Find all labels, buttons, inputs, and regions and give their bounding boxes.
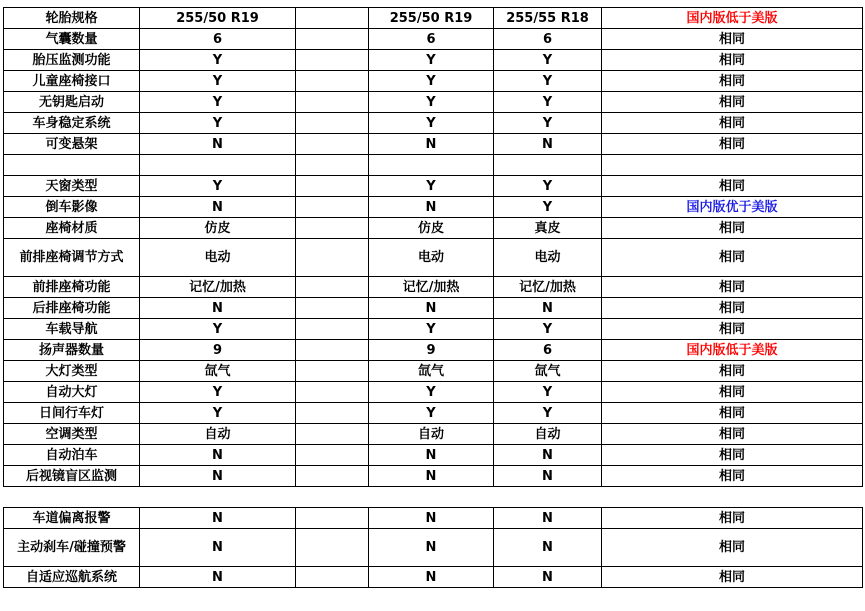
comparison-note: 相同: [602, 92, 863, 113]
table-row: [4, 134, 863, 155]
comparison-note: 相同: [602, 218, 863, 239]
value-cell-3: N: [369, 445, 494, 466]
value-cell-1: 自动: [140, 424, 296, 445]
feature-label: 车载导航: [4, 319, 140, 340]
feature-label: 倒车影像: [4, 197, 140, 218]
comparison-note: 国内版低于美版: [602, 8, 863, 29]
value-cell-3: Y: [369, 71, 494, 92]
comparison-note: 相同: [602, 298, 863, 319]
value-cell-1: N: [140, 466, 296, 487]
value-cell-3: Y: [369, 50, 494, 71]
feature-label: [4, 155, 140, 176]
value-cell-3: Y: [369, 319, 494, 340]
value-cell-2: [296, 382, 369, 403]
value-cell-1: Y: [140, 50, 296, 71]
comparison-note: 相同: [602, 361, 863, 382]
value-cell-2: [296, 277, 369, 298]
value-cell-3: 自动: [369, 424, 494, 445]
table-row: [4, 424, 863, 445]
value-cell-2: [296, 567, 369, 588]
value-cell-4: Y: [494, 319, 602, 340]
value-cell-1: 255/50 R19: [140, 8, 296, 29]
value-cell-2: [296, 445, 369, 466]
table-row: [4, 197, 863, 218]
value-cell-3: 6: [369, 29, 494, 50]
table-row: [4, 567, 863, 588]
value-cell-3: 记忆/加热: [369, 277, 494, 298]
value-cell-4: 真皮: [494, 218, 602, 239]
value-cell-3: N: [369, 298, 494, 319]
value-cell-1: 9: [140, 340, 296, 361]
value-cell-4: N: [494, 508, 602, 529]
table-row: [4, 382, 863, 403]
feature-label: 前排座椅调节方式: [4, 239, 140, 277]
comparison-note: 国内版低于美版: [602, 340, 863, 361]
comparison-note: 相同: [602, 176, 863, 197]
table-row: [4, 218, 863, 239]
value-cell-2: [296, 508, 369, 529]
comparison-note: 相同: [602, 567, 863, 588]
comparison-note: 相同: [602, 382, 863, 403]
value-cell-4: Y: [494, 71, 602, 92]
table-row: [4, 445, 863, 466]
feature-label: 自动大灯: [4, 382, 140, 403]
value-cell-4: 6: [494, 340, 602, 361]
value-cell-3: Y: [369, 403, 494, 424]
value-cell-3: N: [369, 466, 494, 487]
feature-label: 儿童座椅接口: [4, 71, 140, 92]
comparison-note: 相同: [602, 239, 863, 277]
value-cell-4: 自动: [494, 424, 602, 445]
table-row: [4, 466, 863, 487]
table-row: [4, 508, 863, 529]
value-cell-3: 仿皮: [369, 218, 494, 239]
comparison-note: 相同: [602, 445, 863, 466]
value-cell-3: N: [369, 508, 494, 529]
table-row: [4, 340, 863, 361]
feature-label: 自适应巡航系统: [4, 567, 140, 588]
value-cell-3: Y: [369, 382, 494, 403]
comparison-note: [602, 155, 863, 176]
table-row: [4, 92, 863, 113]
value-cell-2: [296, 29, 369, 50]
comparison-note: 相同: [602, 529, 863, 567]
value-cell-4: N: [494, 298, 602, 319]
value-cell-2: [296, 92, 369, 113]
value-cell-2: [296, 197, 369, 218]
value-cell-4: 电动: [494, 239, 602, 277]
value-cell-1: Y: [140, 176, 296, 197]
value-cell-1: Y: [140, 382, 296, 403]
comparison-note: 国内版优于美版: [602, 197, 863, 218]
table-row: [4, 403, 863, 424]
value-cell-3: 9: [369, 340, 494, 361]
comparison-note: 相同: [602, 113, 863, 134]
value-cell-3: Y: [369, 92, 494, 113]
spacer-row: [4, 487, 863, 508]
value-cell-2: [296, 113, 369, 134]
value-cell-2: [296, 239, 369, 277]
comparison-note: 相同: [602, 277, 863, 298]
value-cell-4: N: [494, 134, 602, 155]
value-cell-1: 仿皮: [140, 218, 296, 239]
value-cell-2: [296, 424, 369, 445]
value-cell-2: [296, 50, 369, 71]
value-cell-2: [296, 218, 369, 239]
value-cell-4: [494, 155, 602, 176]
value-cell-3: Y: [369, 113, 494, 134]
value-cell-1: N: [140, 197, 296, 218]
table-row: [4, 239, 863, 277]
feature-label: 后排座椅功能: [4, 298, 140, 319]
value-cell-2: [296, 319, 369, 340]
value-cell-4: Y: [494, 382, 602, 403]
table-row: [4, 50, 863, 71]
feature-label: 后视镜盲区监测: [4, 466, 140, 487]
value-cell-3: 氙气: [369, 361, 494, 382]
value-cell-3: [369, 155, 494, 176]
value-cell-4: 255/55 R18: [494, 8, 602, 29]
value-cell-3: 电动: [369, 239, 494, 277]
value-cell-3: N: [369, 567, 494, 588]
comparison-note: 相同: [602, 71, 863, 92]
comparison-note: 相同: [602, 466, 863, 487]
value-cell-4: N: [494, 567, 602, 588]
feature-label: 扬声器数量: [4, 340, 140, 361]
comparison-note: 相同: [602, 424, 863, 445]
feature-label: 日间行车灯: [4, 403, 140, 424]
comparison-note: 相同: [602, 319, 863, 340]
value-cell-4: Y: [494, 176, 602, 197]
value-cell-3: N: [369, 134, 494, 155]
value-cell-2: [296, 403, 369, 424]
feature-label: 前排座椅功能: [4, 277, 140, 298]
feature-label: 无钥匙启动: [4, 92, 140, 113]
value-cell-1: 氙气: [140, 361, 296, 382]
value-cell-3: Y: [369, 176, 494, 197]
table-row: [4, 361, 863, 382]
feature-label: 车身稳定系统: [4, 113, 140, 134]
feature-label: 大灯类型: [4, 361, 140, 382]
feature-label: 空调类型: [4, 424, 140, 445]
comparison-table: [3, 7, 863, 588]
table-body: [4, 8, 863, 588]
comparison-note: 相同: [602, 134, 863, 155]
feature-label: 天窗类型: [4, 176, 140, 197]
feature-label: 自动泊车: [4, 445, 140, 466]
value-cell-2: [296, 134, 369, 155]
value-cell-1: 记忆/加热: [140, 277, 296, 298]
value-cell-2: [296, 340, 369, 361]
value-cell-2: [296, 466, 369, 487]
value-cell-1: Y: [140, 113, 296, 134]
value-cell-1: N: [140, 134, 296, 155]
value-cell-4: 6: [494, 29, 602, 50]
comparison-note: 相同: [602, 403, 863, 424]
value-cell-4: N: [494, 445, 602, 466]
value-cell-2: [296, 71, 369, 92]
table-row: [4, 113, 863, 134]
value-cell-3: N: [369, 529, 494, 567]
comparison-note: 相同: [602, 29, 863, 50]
comparison-note: 相同: [602, 508, 863, 529]
value-cell-4: N: [494, 529, 602, 567]
value-cell-2: [296, 8, 369, 29]
table-row: [4, 176, 863, 197]
feature-label: 座椅材质: [4, 218, 140, 239]
feature-label: 气囊数量: [4, 29, 140, 50]
table-row: [4, 155, 863, 176]
value-cell-1: N: [140, 508, 296, 529]
table-row: [4, 319, 863, 340]
value-cell-1: 电动: [140, 239, 296, 277]
feature-label: 车道偏离报警: [4, 508, 140, 529]
table-row: [4, 529, 863, 567]
value-cell-4: 记忆/加热: [494, 277, 602, 298]
value-cell-1: N: [140, 298, 296, 319]
table-row: [4, 277, 863, 298]
value-cell-4: Y: [494, 197, 602, 218]
value-cell-1: Y: [140, 403, 296, 424]
table-row: [4, 8, 863, 29]
value-cell-3: 255/50 R19: [369, 8, 494, 29]
feature-label: 轮胎规格: [4, 8, 140, 29]
table-row: [4, 29, 863, 50]
value-cell-1: Y: [140, 92, 296, 113]
value-cell-1: N: [140, 567, 296, 588]
value-cell-4: Y: [494, 403, 602, 424]
feature-label: 可变悬架: [4, 134, 140, 155]
spacer-cell: [4, 487, 863, 508]
value-cell-2: [296, 176, 369, 197]
table-row: [4, 298, 863, 319]
table-row: [4, 71, 863, 92]
value-cell-1: [140, 155, 296, 176]
value-cell-1: N: [140, 529, 296, 567]
value-cell-3: N: [369, 197, 494, 218]
value-cell-1: N: [140, 445, 296, 466]
value-cell-4: Y: [494, 113, 602, 134]
feature-label: 主动刹车/碰撞预警: [4, 529, 140, 567]
value-cell-2: [296, 529, 369, 567]
value-cell-4: Y: [494, 50, 602, 71]
comparison-note: 相同: [602, 50, 863, 71]
value-cell-2: [296, 298, 369, 319]
value-cell-1: 6: [140, 29, 296, 50]
value-cell-2: [296, 155, 369, 176]
value-cell-1: Y: [140, 319, 296, 340]
value-cell-2: [296, 361, 369, 382]
value-cell-4: Y: [494, 92, 602, 113]
value-cell-4: N: [494, 466, 602, 487]
value-cell-1: Y: [140, 71, 296, 92]
feature-label: 胎压监测功能: [4, 50, 140, 71]
value-cell-4: 氙气: [494, 361, 602, 382]
